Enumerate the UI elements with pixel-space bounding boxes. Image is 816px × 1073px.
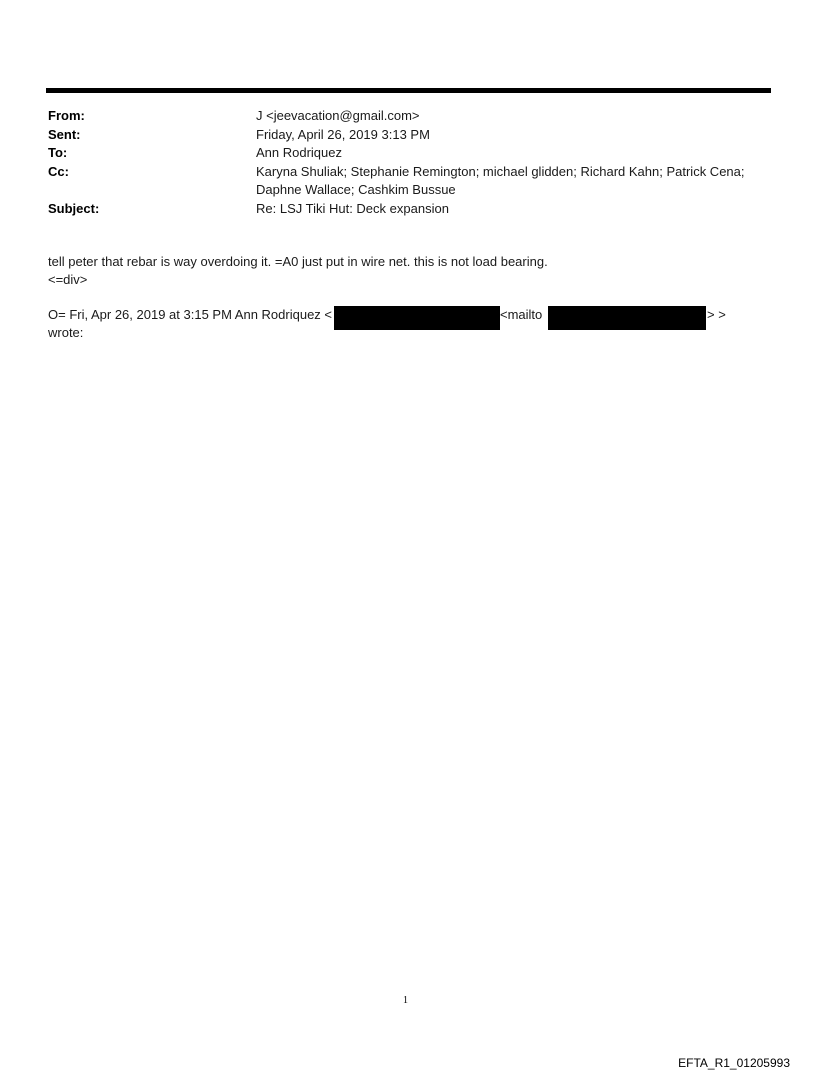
quote-attribution-line xyxy=(48,306,770,324)
body-line-1: tell peter that rebar is way overdoing it. =A0 just put in wire net. this is not load bearing. xyxy=(48,254,548,269)
cc-value-line-1: Karyna Shuliak; Stephanie Remington; michael glidden; Richard Kahn; Patrick Cena; xyxy=(256,163,745,179)
body-line-2: <=div> xyxy=(48,272,88,287)
header-rule xyxy=(46,88,771,93)
header-subject-row xyxy=(48,200,770,219)
to-label: To: xyxy=(48,145,68,160)
quote-closer: > > xyxy=(707,307,726,322)
quoted-reply xyxy=(48,306,770,342)
sent-value: Friday, April 26, 2019 3:13 PM xyxy=(256,126,430,142)
from-value: J <jeevacation@gmail.com> xyxy=(256,108,420,123)
header-to-row xyxy=(48,144,770,163)
subject-label: Subject: xyxy=(48,200,100,216)
quote-wrote-line: wrote: xyxy=(48,325,84,340)
header-cc-row xyxy=(48,163,770,200)
from-label: From: xyxy=(48,108,85,123)
header-sent-row xyxy=(48,126,770,145)
email-header xyxy=(48,107,770,218)
page-number: 1 xyxy=(403,995,408,1006)
quote-prefix: O= Fri, Apr 26, 2019 at 3:15 PM Ann Rodriquez < xyxy=(48,307,333,322)
email-body xyxy=(48,253,770,289)
document-id: EFTA_R1_01205993 xyxy=(678,1056,790,1070)
to-value: Ann Rodriquez xyxy=(256,145,342,160)
cc-value xyxy=(256,163,770,200)
cc-label: Cc: xyxy=(48,163,69,179)
sent-label: Sent: xyxy=(48,126,81,142)
quote-mailto: <mailto xyxy=(500,307,543,322)
cc-value-line-2: Daphne Wallace; Cashkim Bussue xyxy=(256,182,456,197)
header-from-row xyxy=(48,107,770,126)
subject-value: Re: LSJ Tiki Hut: Deck expansion xyxy=(256,200,449,216)
